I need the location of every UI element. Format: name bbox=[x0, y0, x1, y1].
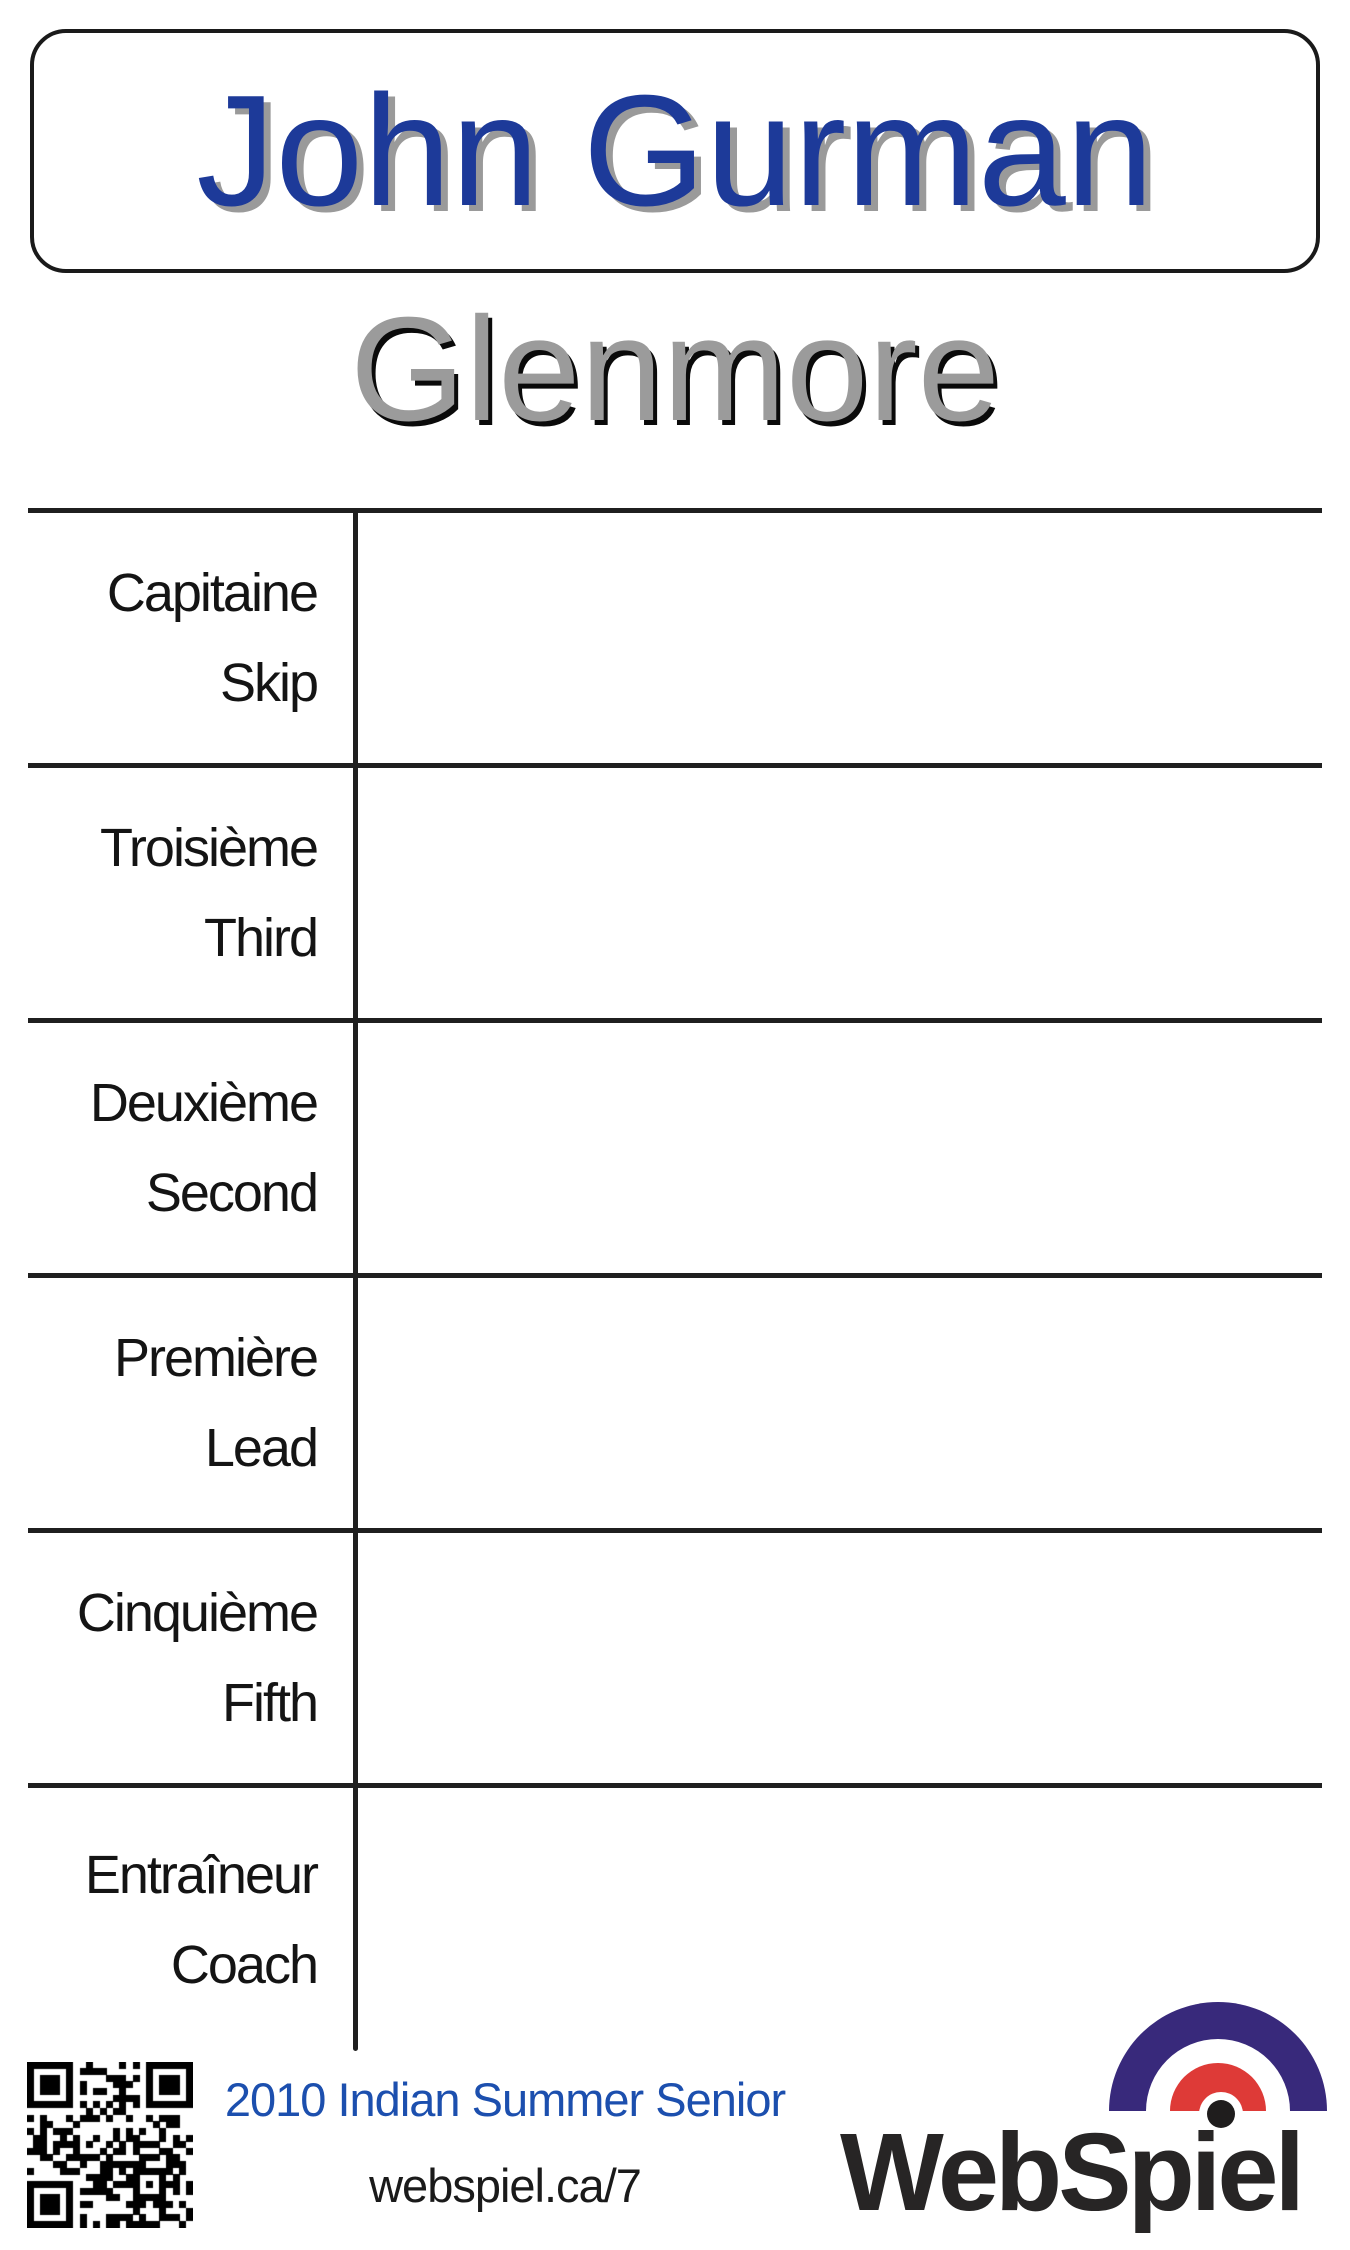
position-label-fr: Deuxième bbox=[89, 1073, 317, 1133]
club-name: Glenmore bbox=[350, 287, 1000, 452]
event-info bbox=[160, 2072, 850, 2214]
roster-row-third bbox=[28, 763, 1322, 1018]
team-name: John Gurman bbox=[196, 63, 1154, 239]
position-label bbox=[85, 1830, 317, 2010]
player-name-cell bbox=[358, 1533, 1322, 1783]
webspiel-logo: WebSpiel bbox=[840, 2111, 1302, 2234]
position-label-fr: Première bbox=[113, 1328, 317, 1388]
position-label bbox=[77, 1568, 317, 1748]
position-label bbox=[90, 1058, 317, 1238]
player-name-cell bbox=[358, 1278, 1322, 1528]
roster-row-second bbox=[28, 1018, 1322, 1273]
event-name: 2010 Indian Summer Senior bbox=[224, 2073, 786, 2126]
event-url: webspiel.ca/7 bbox=[369, 2159, 641, 2212]
position-label bbox=[107, 548, 317, 728]
player-name-cell bbox=[358, 513, 1322, 763]
position-label-fr: Cinquième bbox=[76, 1583, 317, 1643]
roster-row-lead bbox=[28, 1273, 1322, 1528]
position-label bbox=[100, 803, 317, 983]
position-label-en: Fifth bbox=[221, 1673, 317, 1733]
position-label bbox=[114, 1313, 317, 1493]
roster-row-fifth bbox=[28, 1528, 1322, 1783]
player-name-cell bbox=[358, 1023, 1322, 1273]
position-label-fr: Troisième bbox=[99, 818, 317, 878]
position-label-en: Skip bbox=[219, 653, 317, 713]
position-label-fr: Capitaine bbox=[106, 563, 317, 623]
position-label-fr: Entraîneur bbox=[84, 1844, 317, 1905]
position-label-en: Coach bbox=[170, 1934, 317, 1995]
position-label-en: Lead bbox=[204, 1418, 317, 1478]
roster-table bbox=[28, 508, 1322, 2051]
team-name-box bbox=[30, 29, 1320, 273]
player-name-cell bbox=[358, 768, 1322, 1018]
position-label-en: Second bbox=[145, 1163, 317, 1223]
roster-row-skip bbox=[28, 508, 1322, 763]
position-label-en: Third bbox=[203, 908, 317, 968]
